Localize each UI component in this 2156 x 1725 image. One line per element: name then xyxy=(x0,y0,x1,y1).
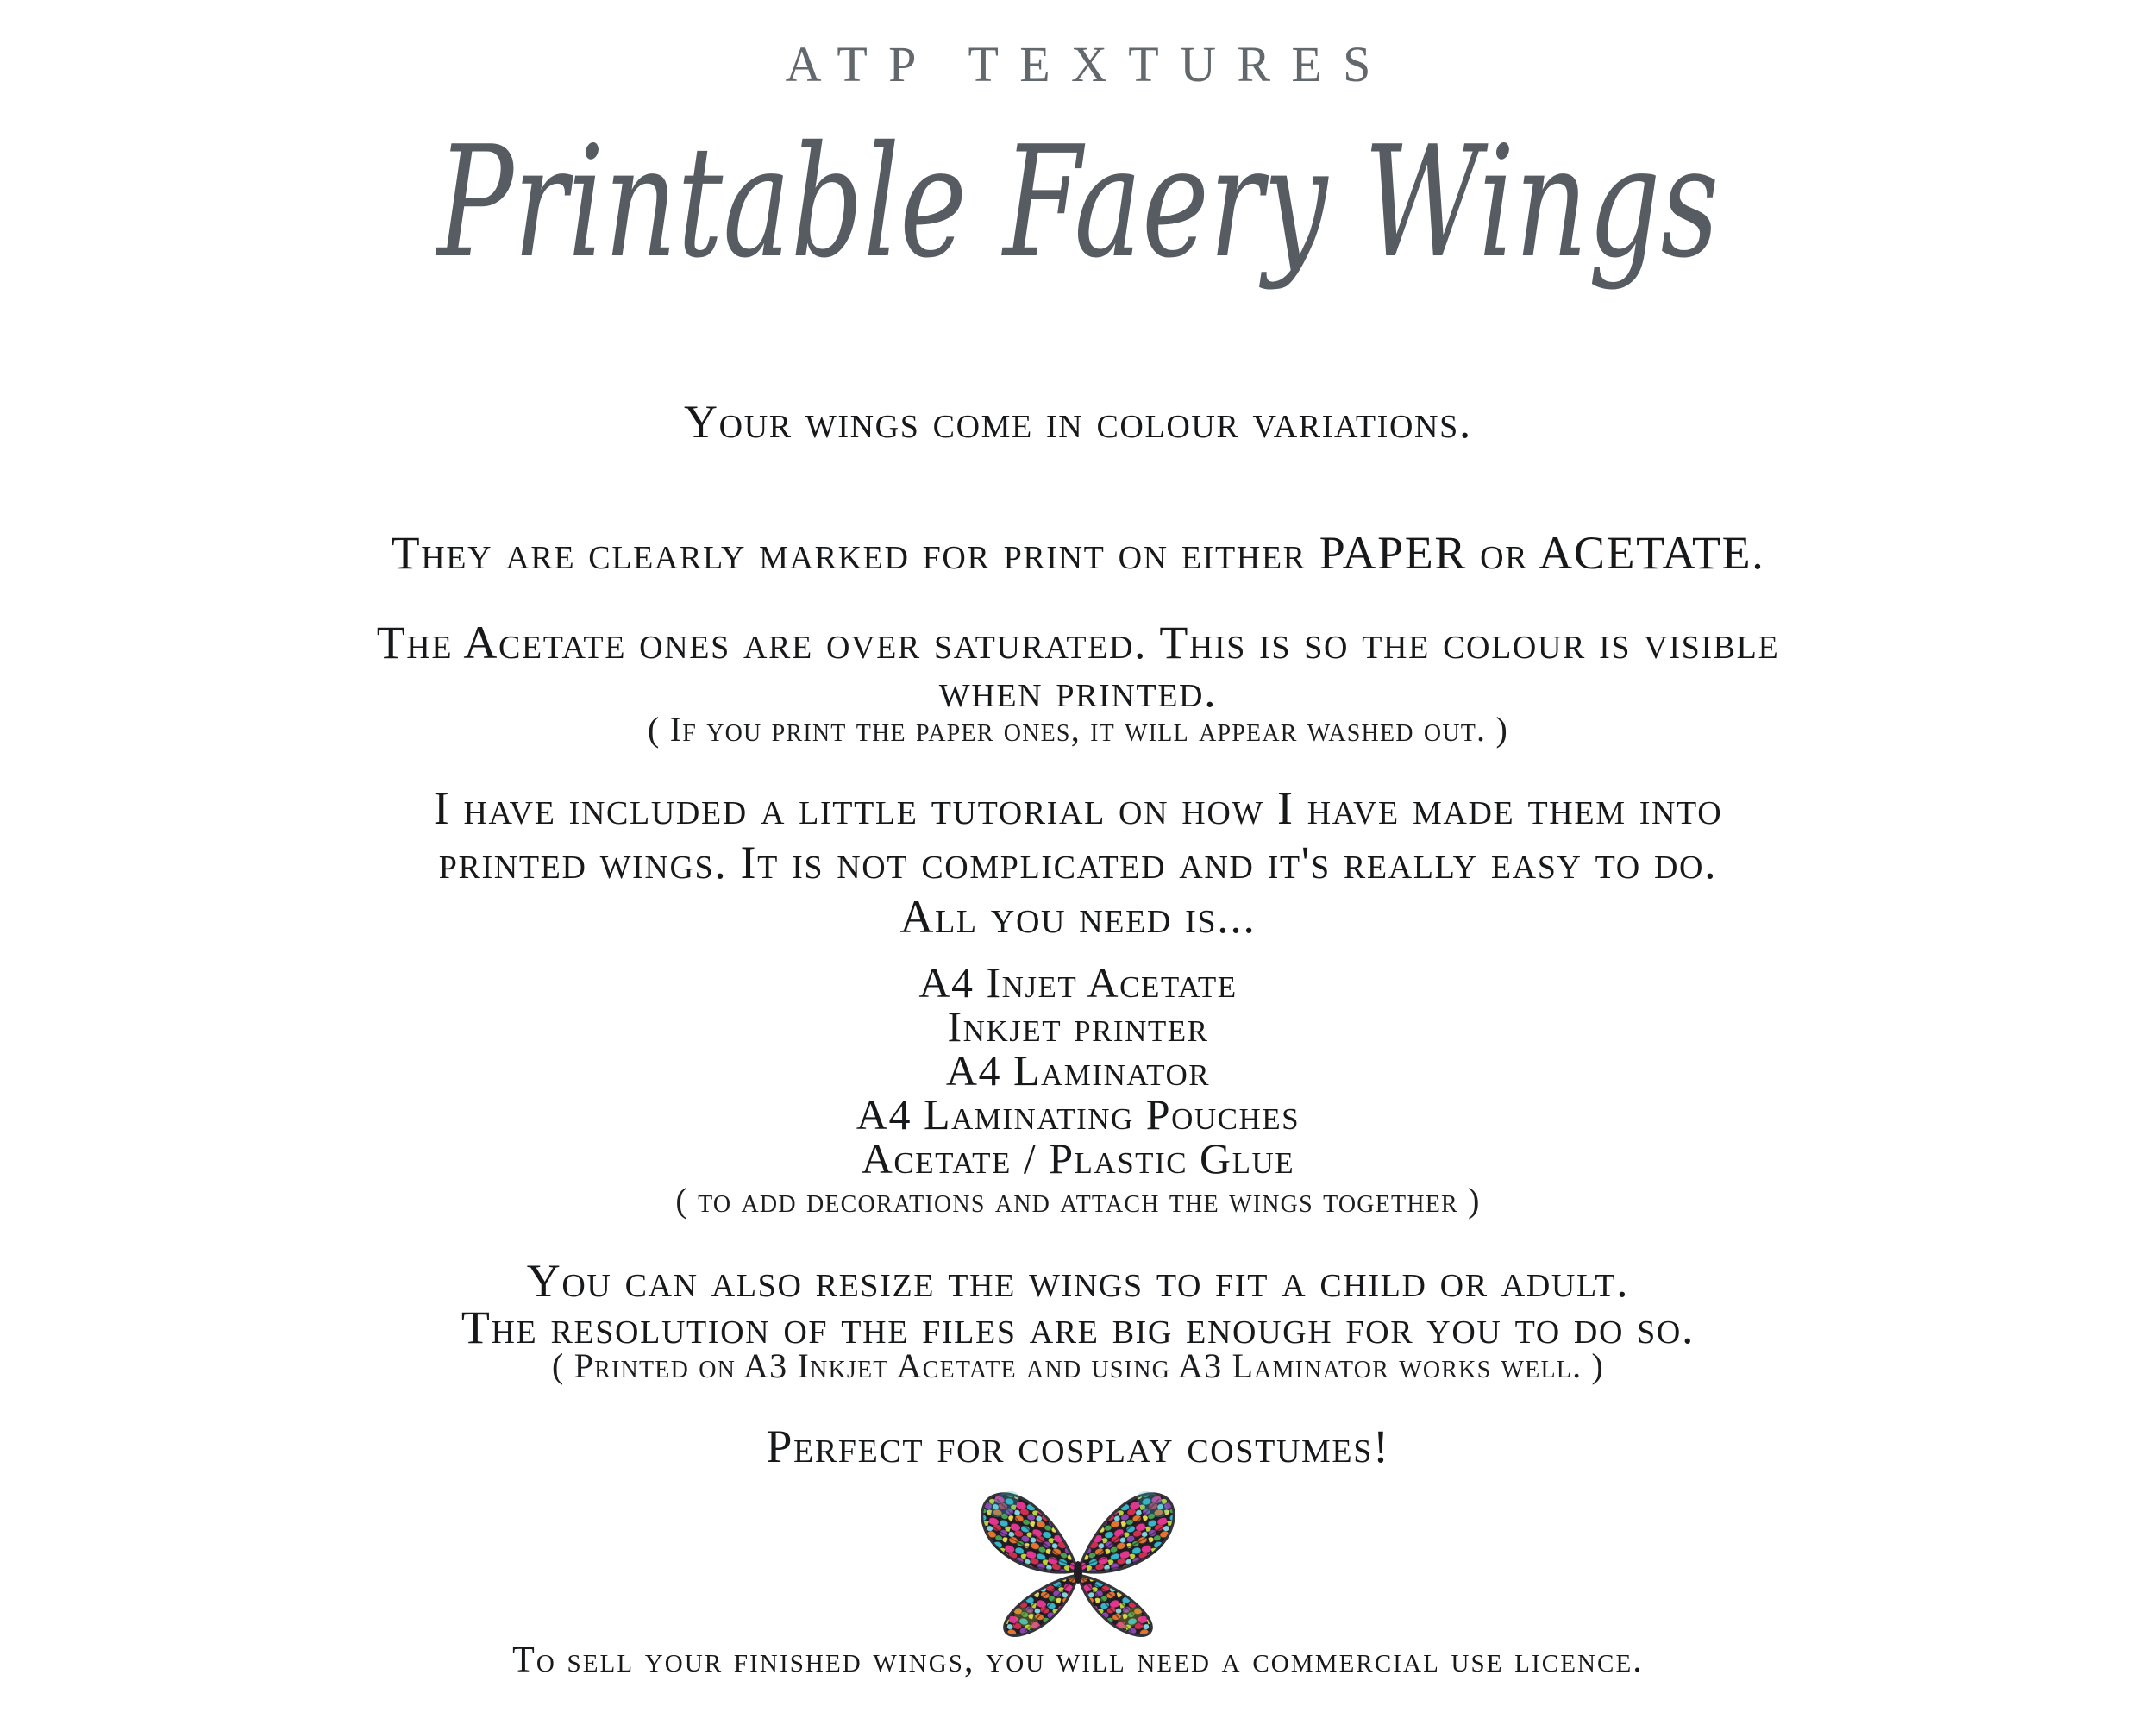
para-tutorial-line-3: All you need is... xyxy=(899,891,1257,943)
brand-label: ATP TEXTURES xyxy=(785,36,1392,92)
supply-item: Inkjet printer xyxy=(947,1002,1209,1051)
faery-wings-image xyxy=(973,1489,1183,1640)
supply-item: Acetate / Plastic Glue xyxy=(861,1134,1295,1182)
para-tutorial-line-1: I have included a little tutorial on how I have made them into xyxy=(433,782,1723,834)
cosplay-line: Perfect for cosplay costumes! xyxy=(766,1421,1390,1472)
wing-lower-left xyxy=(1005,1575,1078,1635)
para-tutorial-line-2: printed wings. It is not complicated and it's really easy to do. xyxy=(438,837,1718,888)
para-resize-line-2: The resolution of the files are big enough for you to do so. xyxy=(461,1302,1695,1353)
para-acetate-line-2: when printed. xyxy=(938,665,1218,717)
supplies-note: ( to add decorations and attach the wings together ) xyxy=(675,1181,1481,1220)
brand-text xyxy=(0,36,2156,92)
resize-note: ( Printed on A3 Inkjet Acetate and using A3 Laminator works well. ) xyxy=(551,1346,1605,1385)
supply-item: A4 Injet Acetate xyxy=(918,958,1238,1007)
footer-licence-line: To sell your finished wings, you will need a commercial use licence. xyxy=(512,1640,1644,1680)
para-resize-line-1: You can also resize the wings to fit a child or adult. xyxy=(526,1255,1630,1307)
intro-line: Your wings come in colour variations. xyxy=(684,396,1472,448)
wings-body xyxy=(1074,1561,1082,1584)
supply-item: A4 Laminator xyxy=(945,1046,1211,1095)
paper-note: ( If you print the paper ones, it will appear washed out. ) xyxy=(648,710,1508,749)
page-title: Printable Faery Wings xyxy=(436,113,1720,292)
para-print-marked: They are clearly marked for print on either PAPER or ACETATE. xyxy=(391,527,1765,579)
supply-item: A4 Laminating Pouches xyxy=(856,1090,1300,1138)
para-acetate-line-1: The Acetate ones are over saturated. This is so the colour is visible xyxy=(376,617,1780,668)
